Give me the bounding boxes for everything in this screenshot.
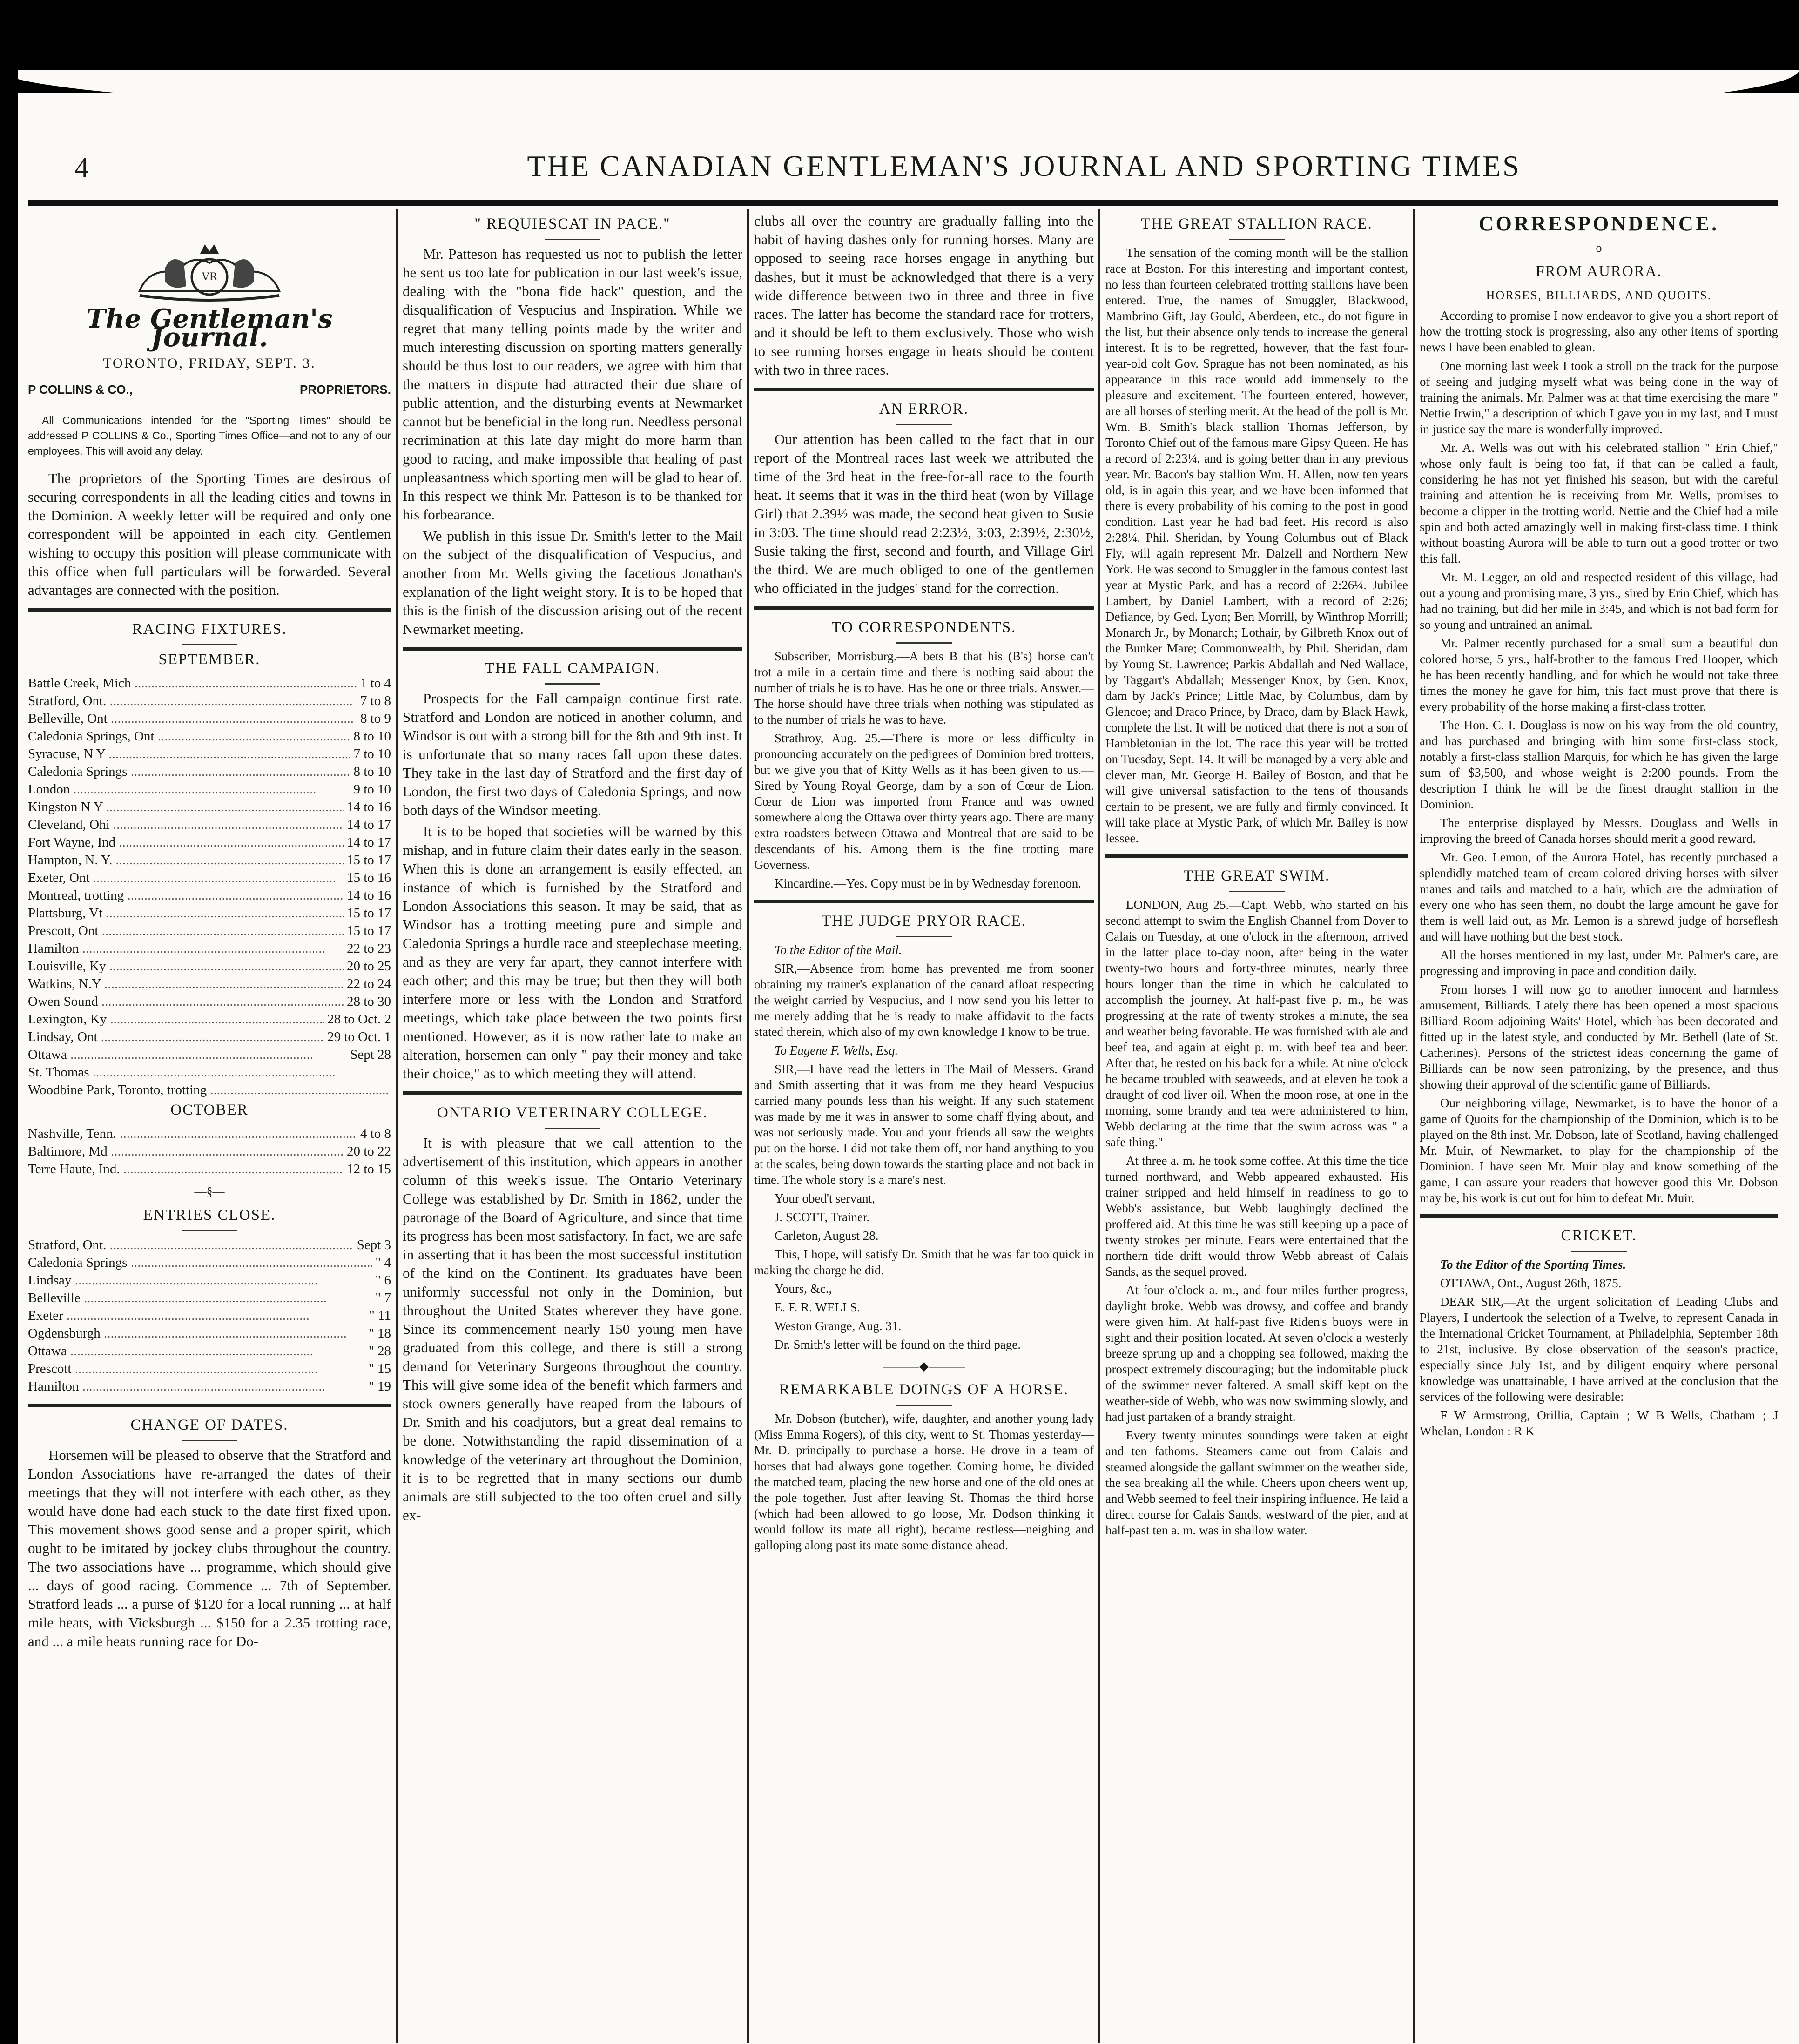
fixture-place: Exeter ..... [28, 1307, 366, 1325]
fixture-place: Prescott ..... [28, 1360, 366, 1378]
letter-paragraph: Mr. Geo. Lemon, of the Aurora Hotel, has recently purchased a splendidly matched team of cream colored driving horses with silver manes and tails and matched to a hair, which are the admiration of every one who has seen them, no doubt the large amount he gave for them is well laid out, as Mr. Lemon is a shrewd judge of horseflesh and will have nothing but the best stock. [1420, 850, 1778, 943]
fixture-dates: 15 to 16 [346, 870, 391, 885]
fixture-row [28, 1143, 391, 1160]
short-rule [545, 683, 600, 685]
fixture-row [28, 975, 391, 993]
dateline: TORONTO, FRIDAY, SEPT. 3. [103, 356, 316, 371]
fixture-dates: 4 to 8 [360, 1126, 391, 1141]
fall-campaign-body: Prospects for the Fall campaign continue first rate. Stratford and London are noticed in another column, and Windsor is out with a strong bill for the 8th and 9th inst. It is unfortunate that so many races fall upon these dates. They take in the last day of Stratford and the first day of London, the first two days of Caledonia Springs, and now both days of the Windsor meeting. [403, 690, 742, 818]
fixture-dates: " 7 [375, 1291, 391, 1305]
september-heading: SEPTEMBER. [158, 651, 261, 668]
fixture-dates: " 18 [368, 1326, 391, 1341]
an-error-body: Our attention has been called to the fact that in our report of the Montreal races last week we attributed the time of the 3rd heat in the free-for-all race to the fourth heat. It seems that it was in the third heat (won by Village Girl) that 2.39½ was made, the second heat given to Susie in 3:03. The time should read 2:23½, 3:03, 2:39½, 2:30½, Susie taking the first, second and fourth, and Village Girl the third. We are much obliged to one of the gentlemen who officiated in the judges' stand for the correction. [754, 431, 1094, 596]
ornament-divider: —§— [194, 1185, 225, 1198]
fixture-dates: 1 to 4 [360, 676, 391, 691]
requiescat-title: " REQUIESCAT IN PACE." [474, 215, 671, 232]
cricket-players: F W Armstrong, Orillia, Captain ; W B Wells, Chatham ; J Whelan, London : R K [1420, 1408, 1778, 1438]
short-rule [896, 936, 952, 937]
fixture-dates [388, 1081, 391, 1099]
great-swim-title: THE GREAT SWIM. [1183, 867, 1330, 884]
requiescat-body-2: We publish in this issue Dr. Smith's letter to the Mail on the subject of the disqualification of Vespucius, and another from Mr. Wells giving the facetious Jonathan's explanation of the light weight story. It is to be hoped that this is the finish of the discussion arising out of the recent Newmarket meeting. [403, 528, 742, 637]
fixture-dates: 15 to 17 [346, 853, 391, 867]
entry-row [28, 1360, 391, 1378]
fixture-dates: 29 to Oct. 1 [327, 1029, 391, 1044]
fixture-dates: Sept 3 [357, 1237, 391, 1252]
short-rule [545, 1128, 600, 1129]
judge-pryor-letters [754, 942, 1094, 1352]
correspondents-paragraph: The proprietors of the Sporting Times are desirous of securing correspondents in all the leading cities and towns in the Dominion. A weekly letter will be required and only one correspondent will be appointed in each city. Gentlemen wishing to occupy this position will please communicate with this office when full particulars will be forwarded. Several advantages are connected with the position. [28, 470, 391, 598]
section-divider [1105, 854, 1408, 858]
fixture-dates: " 28 [368, 1344, 391, 1358]
fixture-dates: 14 to 16 [346, 800, 391, 814]
fixture-row [28, 798, 391, 816]
fixture-row [28, 674, 391, 692]
fixture-row [28, 780, 391, 798]
column-4 [1105, 212, 1408, 2041]
fixture-place: Fort Wayne, Ind ..... [28, 834, 344, 851]
stallion-race-title: THE GREAT STALLION RACE. [1141, 215, 1373, 232]
fixture-dates: 14 to 17 [346, 817, 391, 832]
fixture-row [28, 834, 391, 851]
fixture-dates: " 11 [369, 1308, 391, 1323]
letter-paragraph: From horses I will now go to another innocent and harmless amusement, Billiards. Lately there has been opened a most spacious Billiard Room adjoining Waits' Hotel, which has been decorated and fitted up in the latest style, and conducted by Mr. Bethell (late of St. Catherines). Persons of the strictest ideas concerning the game of Billiards can be now seen patronizing, by the presence, and thus showing their approval of the scientific game of Billiards. [1420, 982, 1778, 1091]
ornament-divider: ———◆——— [883, 1359, 965, 1373]
change-of-dates-body: Horsemen will be pleased to observe that the Stratford and London Associations have re-arranged the dates of their meetings that they will not interfere with each other, as they would have done had each stuck to the date first fixed upon. This movement shows good sense and a proper spirit, which ought to be imitated by jockey clubs throughout the country. The two associations have ... programme, which should give ... days of good racing. Commence ... 7th of September. Stratford leads ... a purse of $120 for a local running ... at half mile heats, with Vicksburgh ... $150 for a 2.35 trotting race, and ... a mile heats running race for Do- [28, 1447, 391, 1649]
fixture-place: Nashville, Tenn. ..... [28, 1125, 357, 1143]
fixture-place: Kingston N Y ..... [28, 798, 344, 816]
letter-paragraph: Our neighboring village, Newmarket, is to have the honor of a game of Quoits for the championship of the Dominion, which is to be played on the 8th inst. Mr. Dobson, late of Scotland, having challenged Mr. Muir, of Newmarket, to play for the championship of the Dominion. I have seen Mr. Muir play and know something of the game, I can assure your readers that however good this Mr. Dobson may be, his work is cut out for him to defeat Mr. Muir. [1420, 1096, 1778, 1205]
fixture-dates: " 6 [375, 1273, 391, 1288]
fixture-place: London ..... [28, 780, 350, 798]
fixture-place: Plattsburg, Vt ..... [28, 904, 344, 922]
fixture-row [28, 957, 391, 975]
short-rule [545, 239, 600, 240]
fixture-dates: " 4 [375, 1255, 391, 1270]
paper-name: The Gentleman's Journal. [86, 303, 333, 353]
entries-close-list [28, 1236, 391, 1395]
fixture-dates: 7 to 8 [360, 693, 391, 708]
fall-campaign-body-2: It is to be hoped that societies will be warned by this mishap, and in future claim their dates early in the season. When this is done an arrangement is easily effected, an instance of which is furnished by the Stratford and London Associations this season. It may be said, that as Windsor has a trotting meeting pure and simple and Caledonia Springs a hurdle race and steeplechase meeting, and as they are very far apart, they cannot interfere with each other; and this may be true; but then they will both interfere more or less with the London and Stratford meetings, which take place between the two points first mentioned. However, as it is now rather late to make an alteration, horsemen can only " pay their money and take their choice," as to which meeting they will attend. [403, 823, 742, 1082]
fixture-dates: 20 to 22 [346, 1144, 391, 1159]
fixture-row [28, 763, 391, 780]
column-5 [1420, 212, 1778, 2041]
fixture-place: Stratford, Ont. ..... [28, 692, 357, 710]
page-number: 4 [74, 152, 89, 184]
section-divider [403, 1091, 742, 1095]
fixture-row [28, 1010, 391, 1028]
correspondent-replies [754, 648, 1094, 891]
fixture-place: Caledonia Springs ..... [28, 763, 350, 780]
column-1 [28, 212, 391, 2041]
fixture-dates: 14 to 16 [346, 888, 391, 903]
fixture-place: Caledonia Springs ..... [28, 1254, 372, 1271]
place-date: Carleton, August 28. [775, 1229, 879, 1243]
entry-row [28, 1236, 391, 1254]
fixture-dates: 7 to 10 [353, 746, 391, 761]
from-aurora: FROM AURORA. [1536, 263, 1662, 280]
fixture-place: Hamilton ..... [28, 1378, 366, 1395]
fixture-dates: 15 to 17 [346, 906, 391, 921]
short-rule [182, 644, 237, 645]
fixture-row [28, 993, 391, 1010]
fixture-place: Prescott, Ont ..... [28, 922, 344, 940]
cricket-title: CRICKET. [1561, 1227, 1637, 1244]
dateline: OTTAWA, Ont., August 26th, 1875. [1440, 1276, 1622, 1290]
signature: E. F. R. WELLS. [775, 1300, 861, 1314]
october-heading: OCTOBER [170, 1102, 249, 1118]
signature: J. SCOTT, Trainer. [775, 1210, 870, 1224]
communications-notice: All Communications intended for the "Sporting Times" should be addressed P COLLINS & Co., Sporting Times Office—and not to any of our employees. This will avoid any delay. [28, 414, 391, 457]
letter-body: SIR,—I have read the letters in The Mail of Messers. Grand and Smith asserting that it was from me they heard Vespucius carried many pounds less than his weight. If any such statement was made by me it was in answer to some chaff flying about, and was not seriously made. You and your friends all saw the weights put on the horse. I did not take them off, nor hand anything to you at the scales, being down towards the starting place and not back in time. The whole story is a mare's nest. [754, 1062, 1094, 1187]
fixture-dates: 8 to 10 [353, 729, 391, 744]
short-rule [896, 1405, 952, 1406]
fixture-row [28, 922, 391, 940]
cricket-letter [1420, 1257, 1778, 1439]
svg-text:VR: VR [202, 271, 217, 283]
fixture-dates: 20 to 25 [346, 959, 391, 974]
fixture-dates: 22 to 24 [346, 976, 391, 991]
fixture-dates: 8 to 9 [360, 711, 391, 726]
fixture-dates: " 15 [368, 1361, 391, 1376]
letter-paragraph: All the horses mentioned in my last, under Mr. Palmer's care, are progressing and improving in pace and condition daily. [1420, 948, 1778, 978]
great-swim-body-3: At four o'clock a. m., and four miles further progress, daylight broke. Webb was drowsy, and coffee and brandy were given him. At half-past five Riden's buoys were in sight and their position located. At seven o'clock a westerly breeze sprung up and a chopping sea followed, making the prospect extremely discouraging; but the indomitable pluck of the swimmer never faltered. A small skiff kept on the weather-side of Webb, who was now swimming slowly, and had just partaken of a brandy straight. [1105, 1283, 1408, 1424]
fixture-row [28, 1046, 391, 1063]
great-swim-body-2: At three a. m. he took some coffee. At this time the tide turned northward, and Webb appeared exhausted. His trainer stripped and held himself in readiness to go to Webb's assistance, but Webb laughingly declined the proffered aid. At this time he was still keeping up a pace of twenty strokes per minute. Fears were entertained that the northern tide drift would throw Webb abreast of Calais Sands, as the sequel proved. [1105, 1154, 1408, 1278]
fixture-dates: 28 to 30 [346, 994, 391, 1009]
september-fixtures [28, 674, 391, 1099]
reply-item: Strathroy, Aug. 25.—There is more or less difficulty in pronouncing accurately on the pedigrees of Dominion bred trotters, but we give you that of Kitty Wells as it has been given to us.—Sired by Young Royal George, dam by a son of Cœur de Lion. Cœur de Lion was imported from France and was owned somewhere along the Ottawa over thirty years ago. There are many extra roadsters between Ottawa and Montreal that are said to be descendants of his. Among them is the fine trotting mare Governess. [754, 731, 1094, 872]
fixture-place: Belleville, Ont ..... [28, 710, 357, 727]
addressee: To Eugene F. Wells, Esq. [775, 1043, 898, 1057]
place-date: Weston Grange, Aug. 31. [775, 1319, 902, 1333]
aurora-subtitle: HORSES, BILLIARDS, AND QUOITS. [1486, 289, 1712, 302]
fixture-row [28, 940, 391, 957]
section-divider [754, 606, 1094, 610]
great-swim-body: LONDON, Aug 25.—Capt. Webb, who started on his second attempt to swim the English Channel from Dover to Calais on Tuesday, at one o'clock in the afternoon, arrived in the latter place to-day noon, after being in the water twenty-two hours and forty-three minutes, nearly three hours longer than the time in which he calculated to accomplish the journey. At half-past five p. m., he was progressing at the rate of twenty strokes a minute, the sea and weather being favorable. He was furnished with ale and beef tea, and again at eight p. m. with beef tea and beer. After that, he rested on his back for a while. At nine o'clock he became troubled with seaweeds, and at eleven he took a draught of cod liver oil. When the moon rose, at one in the morning, some brandy and tea were administered to him, Webb declaring at the time that the swim across was " a safe thing." [1105, 898, 1408, 1149]
short-rule [182, 1230, 237, 1231]
royal-crest-icon [121, 235, 298, 305]
fixture-row [28, 1081, 391, 1099]
change-of-dates-title: CHANGE OF DATES. [130, 1417, 289, 1433]
fixture-place: St. Thomas ..... [28, 1063, 388, 1081]
letter-paragraph: Mr. Palmer recently purchased for a small sum a beautiful dun colored horse, 5 yrs., half-brother to the famous Fred Hooper, which he has been recently handling, and for which he would not take three times the money he gave for him, this fact must prove that there is every probability of the horse making a first-class trotter. [1420, 636, 1778, 713]
racing-fixtures-title: RACING FIXTURES. [132, 621, 287, 638]
fixture-row [28, 745, 391, 763]
an-error-title: AN ERROR. [879, 401, 969, 417]
fixture-place: Belleville ..... [28, 1289, 372, 1307]
closing: Your obed't servant, [775, 1191, 875, 1205]
journal-title: THE CANADIAN GENTLEMAN'S JOURNAL AND SPORTING TIMES [527, 149, 1521, 182]
fixture-place: Watkins, N.Y ..... [28, 975, 344, 993]
fixture-dates: 12 to 15 [346, 1162, 391, 1177]
entry-row [28, 1307, 391, 1325]
fixture-place: Ottawa ..... [28, 1342, 366, 1360]
column-rule [747, 209, 749, 2043]
salutation: To the Editor of the Sporting Times. [1440, 1257, 1626, 1271]
fixture-row [28, 727, 391, 745]
fixture-place: Ogdensburgh ..... [28, 1325, 366, 1342]
fixture-row [28, 1063, 391, 1081]
scan-edge-top [0, 0, 1799, 93]
reply-item: Kincardine.—Yes. Copy must be in by Wednesday forenoon. [775, 876, 1081, 890]
fall-campaign-title: THE FALL CAMPAIGN. [485, 660, 660, 677]
judge-pryor-title: THE JUDGE PRYOR RACE. [822, 913, 1026, 929]
column-2 [403, 212, 742, 2041]
column-rule [1098, 209, 1100, 2043]
requiescat-body: Mr. Patteson has requested us not to publish the letter he sent us too late for publication in our last week's issue, dealing with the "bona fide hack" question, and the disqualification of Vespucius and Inspiration. While we regret that many telling points made by the writer and much interesting discussion on sporting matters generally should be thus lost to our readers, we agree with him that the matters in dispute had attracted their due share of public attention, and the disturbing events at Newmarket cannot but be beneficial in the long run. Needless personal recrimination at this late day might do more harm than good to racing, and make impossible that healing of past unpleasantness which sporting men will be glad to hear of. In this respect we think Mr. Patteson is to be thanked for his forbearance. [403, 246, 742, 523]
horse-doings-body: Mr. Dobson (butcher), wife, daughter, and another young lady (Miss Emma Rogers), of this city, went to St. Thomas yesterday—Mr. D. principally to purchase a horse. He drove in a team of horses that had always gone together. Coming home, he divided the matched team, placing the new horse and one of the old ones at the pole together. Just after leaving St. Thomas the third horse (which had been allowed to go loose, Mr. Dodson thinking it would follow its mate all right), became restless—neighing and galloping along past its mate some distance ahead. [754, 1412, 1094, 1552]
short-rule [182, 1440, 237, 1441]
fixture-place: Terre Haute, Ind. ..... [28, 1160, 344, 1178]
fixture-row [28, 692, 391, 710]
veterinary-body: It is with pleasure that we call attention to the advertisement of this institution, which appears in another column of this week's issue. The Ontario Veterinary College was established by Dr. Smith in 1862, under the patronage of the Board of Agriculture, and since that time its progress has been most satisfactory. In fact, we are safe in asserting that it has been the most successful institution of the kind on the Continent. Its graduates have been uniformly successful not only in the Dominion, but throughout the United States wherever they have gone. Since its commencement nearly 150 young men have graduated from this college, and there is still a strong demand for Veterinary Surgeons throughout the country. This will give some idea of the benefit which farmers and stock owners generally have reaped from the labours of Dr. Smith and his coadjutors, but a great deal remains to be done. Notwithstanding the rapid dissemination of a knowledge of the veterinary art throughout the Dominion, it is to be regretted that in many sections our dumb animals are still subjected to the too often cruel and silly ex- [403, 1135, 742, 1523]
section-divider [754, 388, 1094, 391]
entry-row [28, 1342, 391, 1360]
letter-paragraph: Mr. A. Wells was out with his celebrated stallion " Erin Chief," whose only fault is being too fat, if that can be called a fault, considering he has not yet finished his season, but with the careful training and attention he is receiving from Mr. Wells, promises to become a clipper in the trotting world. Nettie and the Chief had a mile spin and both acted amazingly well in making first-class time. I think without boasting Aurora will be able to turn out a good trotter or two this fall. [1420, 441, 1778, 565]
short-rule [1571, 1251, 1627, 1252]
fixture-dates: 15 to 17 [346, 923, 391, 938]
header-rule [28, 200, 1778, 206]
entry-row [28, 1289, 391, 1307]
fixture-place: Ottawa ..... [28, 1046, 347, 1063]
fixture-dates: " 19 [368, 1379, 391, 1394]
ornament-divider: —o— [1583, 241, 1614, 255]
fixture-dates: 14 to 17 [346, 835, 391, 850]
stallion-race-body: The sensation of the coming month will be the stallion race at Boston. For this interesting and important contest, no less than fourteen celebrated trotting stallions have been entered. True, the names of Smuggler, Blackwood, Mambrino Gift, Jay Gould, Aberdeen, etc., do not figure in the list, but their absence only tends to increase the general interest. It is to be regretted, however, that the fast four-year-old colt Gov. Sprague has not been nominated, as his appearance in this race would add immensely to the pleasure and excitement. The fourteen entered, however, are all horses of sterling merit. At the head of the poll is Mr. Wm. B. Smith's black stallion Thomas Jefferson, by Toronto Chief out of the famous mare Gipsy Queen. He has a record of 2:23¼, and is going better than in any previous year. Mr. Bacon's bay stallion Wm. H. Allen, now ten years old, is in again this year, and we have been informed that there is every probability of his coming to the post in good condition. Last year he had bad feet. His record is also 2:28¼. Phil. Sheridan, by Young Columbus out of Black Fly, will again represent Mr. Dalzell and Northern New York. He was second to Smuggler in the famous contest last year at Mystic Park, and has a record of 2:26¼. Jubilee Lambert, by Daniel Lambert, with a record of 2:26; Defiance, by Ged. Lyon; Ben Morrill, by Winthrop Morrill; Monarch Jr., by Monarch; Lothair, by Gilbreth Knox out of the Bunker Mare; Commonwealth, by Phil. Sheridan, dam by Young St. Lawrence; Parkis Abdallah and Ned Wallace, by Taggart's Abdallah; Messenger Knox, by Gen. Knox, dam by Jack's Prince; Little Mac, by Columbus, dam by Glencoe; and Draco Prince, by Draco, dam by Black Hawk, complete the list. It will be noticed that there is not a son of Hambletonian in the lot. The race this year will be trotted on Tuesday, Sept. 14. It will be managed by a very able and clever man, Mr. George H. Bailey of Boston, and that he will give universal satisfaction to the tens of thousands certain to be present, we are fully and firmly convinced. It will take place at Mystic Park, of which Mr. Bailey is now lessee. [1105, 246, 1408, 845]
fixture-place: Lindsay, Ont ..... [28, 1028, 324, 1046]
letter-paragraph: According to promise I now endeavor to give you a short report of how the trotting stock is progressing, also any other items of sporting news I have been enabled to glean. [1420, 309, 1778, 354]
fixture-place: Lexington, Ky ..... [28, 1010, 324, 1028]
fixture-place: Caledonia Springs, Ont ..... [28, 727, 350, 745]
letter-paragraph: The enterprise displayed by Messrs. Douglass and Wells in improving the breed of Canada horses should merit a good reward. [1420, 816, 1778, 846]
fixture-place: Lindsay ..... [28, 1271, 372, 1289]
publisher-name: P COLLINS & CO., [28, 383, 133, 397]
fixture-place: Owen Sound ..... [28, 993, 344, 1010]
correspondence-title: CORRESPONDENCE. [1478, 212, 1719, 235]
short-rule [1229, 891, 1285, 892]
short-rule [896, 424, 952, 425]
fixture-row [28, 1125, 391, 1143]
salutation: To the Editor of the Mail. [775, 943, 902, 957]
veterinary-title: ONTARIO VETERINARY COLLEGE. [437, 1104, 708, 1121]
aurora-letter [1420, 308, 1778, 1206]
letter-paragraph: The Hon. C. I. Douglass is now on his way from the old country, and has purchased and bringing with him some first-class stock, notably a first-class stallion Marquis, for which he has given the large sum of $3,500, and whose weight is 2:200 pounds. From the description I think he will be the finest draught stallion in the Dominion. [1420, 718, 1778, 811]
page-header [28, 149, 1778, 205]
masthead [28, 235, 391, 399]
cricket-body: DEAR SIR,—At the urgent solicitation of Leading Clubs and Players, I undertook the selection of a Twelve, to represent Canada in the International Cricket Tournament, at Philadelphia, September 18th to 21st, inclusive. By close observation of the season's practice, especially since July 1st, and by diligent enquiry where personal knowledge was unattainable, I have arrived at the conclusion that the services of the following were desirable: [1420, 1295, 1778, 1404]
proprietors-line [28, 380, 391, 399]
letter-paragraph: Mr. M. Legger, an old and respected resident of this village, had out a young and promising mare, 3 yrs., sired by Erin Chief, which has had no training, but did her mile in 3:45, and which is not bad form for so young and untrained an animal. [1420, 570, 1778, 632]
horse-doings-title: REMARKABLE DOINGS OF A HORSE. [779, 1381, 1069, 1398]
fixture-dates [388, 1063, 391, 1081]
section-divider [28, 1404, 391, 1407]
short-rule [1229, 239, 1285, 240]
entry-row [28, 1254, 391, 1271]
column-rule [1413, 209, 1415, 2043]
to-correspondents-title: TO CORRESPONDENTS. [831, 619, 1017, 636]
fixture-row [28, 851, 391, 869]
fixture-place: Hampton, N. Y. ..... [28, 851, 344, 869]
fixture-dates: 9 to 10 [353, 782, 391, 797]
fixture-dates: 8 to 10 [353, 764, 391, 779]
fixture-row [28, 887, 391, 904]
short-rule [896, 642, 952, 644]
section-divider [403, 647, 742, 651]
october-fixtures [28, 1125, 391, 1178]
postscript: This, I hope, will satisfy Dr. Smith that he was far too quick in making the charge he did. [754, 1247, 1094, 1277]
section-divider [754, 900, 1094, 903]
dash-races-continued: clubs all over the country are gradually falling into the habit of having dashes only for running horses. Many are opposed to seeing race horses engage in anything but dashes, but it must be acknowledged that there is a very wide difference between two in three and three in five races. The latter has become the standard race for trotters, and it should be left to them exclusively. Those who wish to see running horses engage in heats should be content with two in three races. [754, 213, 1094, 378]
scan-edge-left [0, 0, 18, 2044]
fixture-row [28, 904, 391, 922]
entries-close-title: ENTRIES CLOSE. [143, 1207, 276, 1224]
fixture-place: Hamilton ..... [28, 940, 344, 957]
fixture-dates: 22 to 23 [346, 941, 391, 956]
fixture-row [28, 816, 391, 834]
publisher-role: PROPRIETORS. [299, 383, 391, 397]
entry-row [28, 1325, 391, 1342]
fixture-place: Cleveland, Ohi ..... [28, 816, 344, 834]
entry-row [28, 1378, 391, 1395]
column-3 [754, 212, 1094, 2041]
fixture-place: Louisville, Ky ..... [28, 957, 344, 975]
fixture-row [28, 869, 391, 887]
fixture-place: Montreal, trotting ..... [28, 887, 344, 904]
letter-paragraph: One morning last week I took a stroll on the track for the purpose of seeing and judging myself what was being done in the way of training the animals. Mr. Palmer was at that time exercising the mare " Nettie Irwin," a description of which I gave you in my last, and I must in justice say the mare is wonderfully improved. [1420, 359, 1778, 436]
fixture-place: Stratford, Ont. ..... [28, 1236, 354, 1254]
fixture-place: Battle Creek, Mich ..... [28, 674, 357, 692]
editor-note: Dr. Smith's letter will be found on the third page. [775, 1338, 1021, 1351]
great-swim-body-4: Every twenty minutes soundings were taken at eight and ten fathoms. Steamers came out from Calais and steamed alongside the gallant swimmer on the weather side, the sea breaking all the while. Cheers upon cheers went up, and Webb seemed to feel their inspiring influence. He laid a direct course for Calais Sands, westward of the pier, and at half-past ten a. m. was in shallow water. [1105, 1428, 1408, 1537]
fixture-place: Woodbine Park, Toronto, trotting ..... [28, 1081, 388, 1099]
fixture-row [28, 1028, 391, 1046]
section-divider [28, 608, 391, 612]
fixture-place: Syracuse, N Y ..... [28, 745, 350, 763]
fixture-dates: Sept 28 [350, 1047, 391, 1062]
fixture-place: Baltimore, Md ..... [28, 1143, 344, 1160]
fixture-row [28, 710, 391, 727]
entry-row [28, 1271, 391, 1289]
fixture-place: Exeter, Ont ..... [28, 869, 344, 887]
section-divider [1420, 1214, 1778, 1218]
fixture-dates: 28 to Oct. 2 [327, 1012, 391, 1027]
column-rule [396, 209, 398, 2043]
letter-body: SIR,—Absence from home has prevented me from sooner obtaining my trainer's explanation of the canard afloat respecting the weight carried by Vespucius, and I now send you his letter to me merely adding that he is ready to make affidavit to the facts stated therein, which also of my own knowledge I know to be true. [754, 961, 1094, 1039]
great-swim-article [1105, 897, 1408, 1538]
closing: Yours, &c., [775, 1282, 832, 1296]
fixture-row [28, 1160, 391, 1178]
reply-item: Subscriber, Morrisburg.—A bets B that his (B's) horse can't trot a mile in a certain time and there is nothing said about the number of trials he is to have. Has he one or three trials. Answer.—The horse should have three trials when nothing was stipulated as to the number of trials he was to have. [754, 649, 1094, 726]
